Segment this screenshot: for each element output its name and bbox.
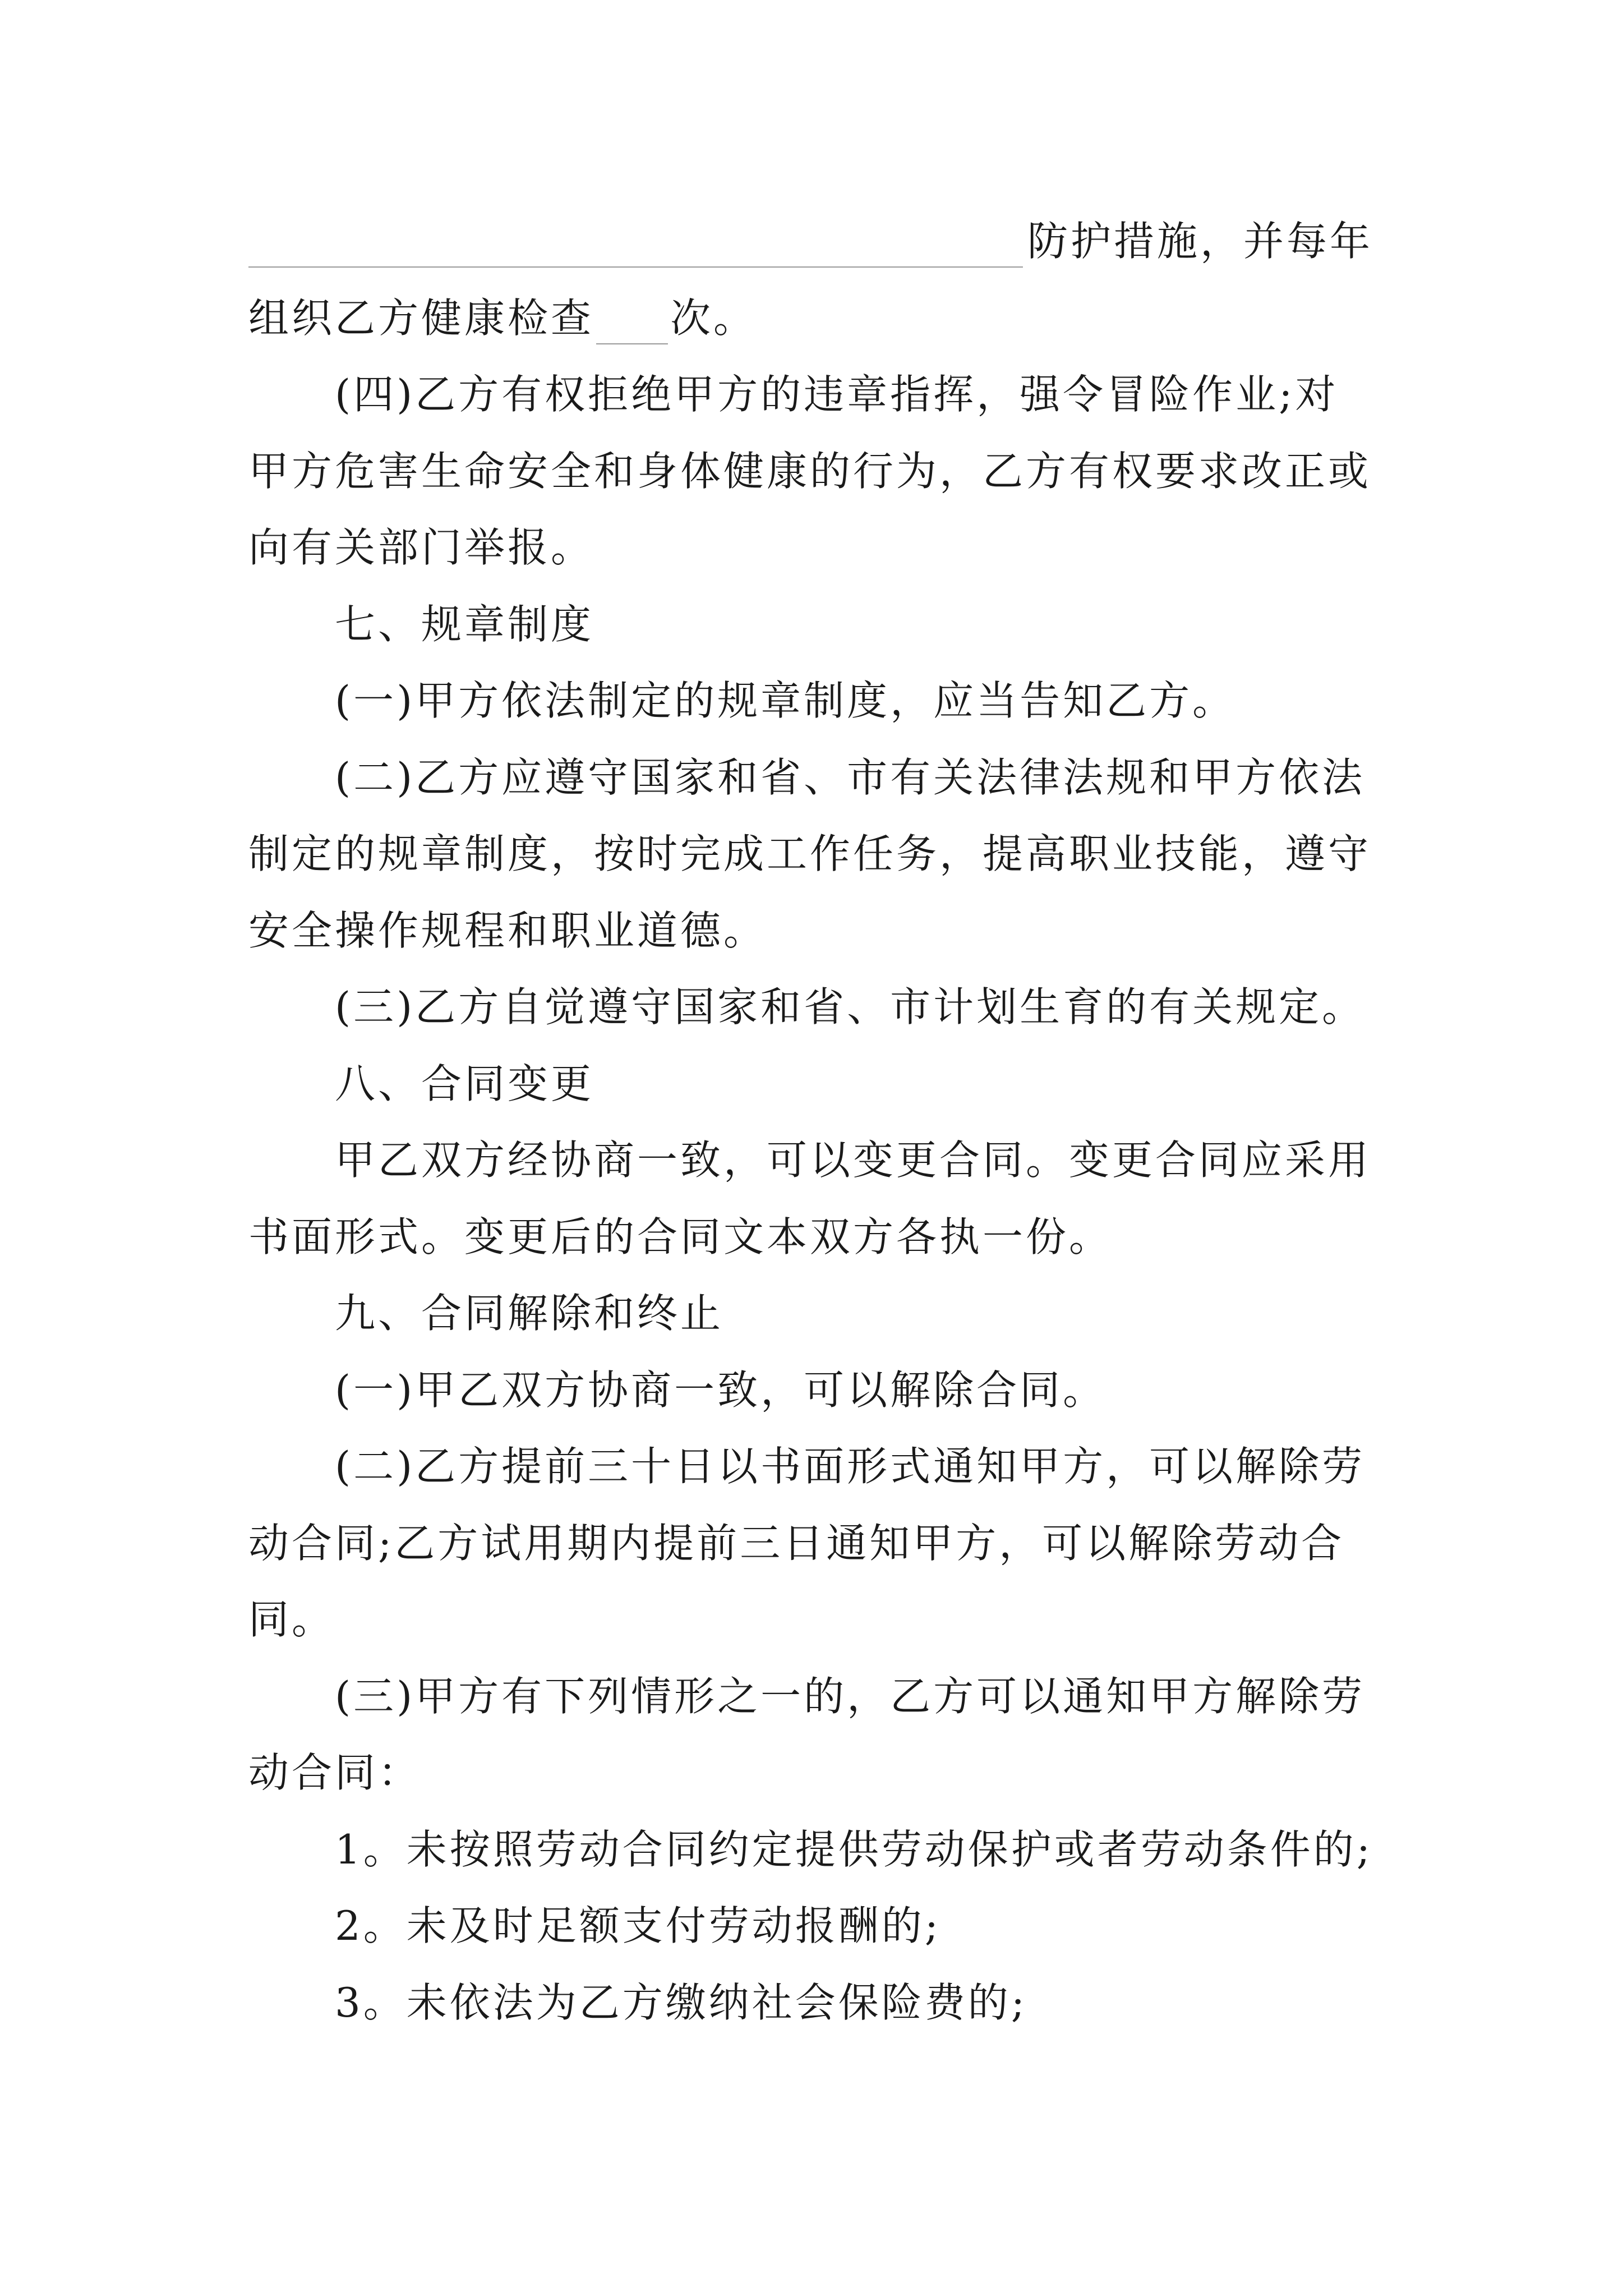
text-line: 书面形式。变更后的合同文本双方各执一份。 <box>248 1213 1113 1260</box>
list-item: 2。未及时足额支付劳动报酬的; <box>335 1902 942 1949</box>
line-text: 组织乙方健康检查 <box>248 294 594 342</box>
section-heading-change: 八、合同变更 <box>335 1060 594 1107</box>
text-line: 甲方危害生命安全和身体健康的行为，乙方有权要求改正或 <box>248 447 1372 495</box>
clause-line: (三)乙方自觉遵守国家和省、市计划生育的有关规定。 <box>335 983 1366 1030</box>
clause-line: (一)甲乙双方协商一致，可以解除合同。 <box>335 1366 1106 1414</box>
clause-line: 甲乙双方经协商一致，可以变更合同。变更合同应采用 <box>335 1137 1372 1184</box>
text-line: 动合同： <box>248 1749 422 1796</box>
line-text: 次。 <box>670 294 757 342</box>
text-line: 向有关部门举报。 <box>248 524 594 571</box>
section-heading-rules: 七、规章制度 <box>335 600 594 648</box>
text-line: 制定的规章制度，按时完成工作任务，提高职业技能，遵守 <box>248 830 1372 877</box>
text-line: 同。 <box>248 1596 335 1643</box>
clause-4-line: (四)乙方有权拒绝甲方的违章指挥，强令冒险作业;对 <box>335 371 1339 418</box>
clause-line: (二)乙方应遵守国家和省、市有关法律法规和甲方依法 <box>335 753 1366 801</box>
clause-line: (二)乙方提前三十日以书面形式通知甲方，可以解除劳 <box>335 1443 1366 1490</box>
text-line <box>248 203 1404 280</box>
clause-line: (一)甲方依法制定的规章制度，应当告知乙方。 <box>335 677 1236 724</box>
clause-line: (三)甲方有下列情形之一的，乙方可以通知甲方解除劳 <box>335 1672 1366 1720</box>
fill-in-blank <box>596 343 668 344</box>
text-line: 动合同;乙方试用期内提前三日通知甲方，可以解除劳动合 <box>248 1519 1345 1567</box>
fill-in-blank <box>248 266 1023 268</box>
section-heading-termination: 九、合同解除和终止 <box>335 1290 724 1337</box>
text-line <box>248 280 1404 357</box>
list-item: 1。未按照劳动合同约定提供劳动保护或者劳动条件的; <box>335 1825 1373 1873</box>
line-text: 防护措施，并每年 <box>1027 218 1373 265</box>
text-line: 安全操作规程和职业道德。 <box>248 907 767 954</box>
list-item: 3。未依法为乙方缴纳社会保险费的; <box>335 1978 1028 2026</box>
contract-body <box>248 203 1404 2041</box>
